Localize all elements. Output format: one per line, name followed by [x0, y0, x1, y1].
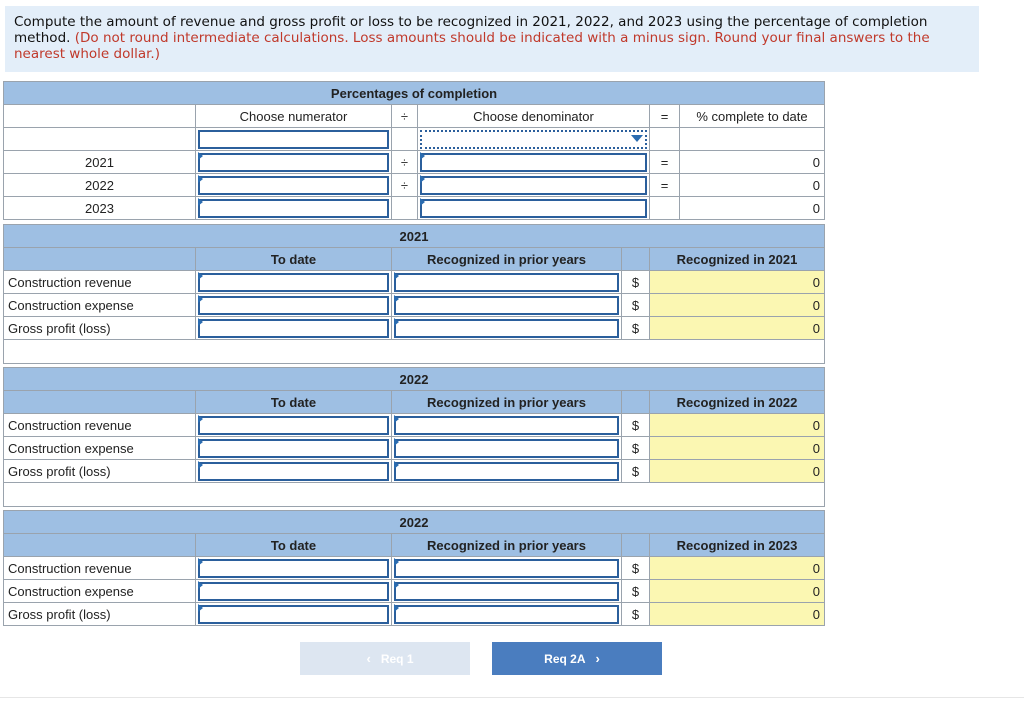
input-marker-icon [394, 438, 399, 446]
input-marker-icon [394, 604, 399, 612]
instructions-text: Compute the amount of revenue and gross profit or loss to be recognized in 2021, 2022, and 2023 using the percentage of completion method. [14, 14, 928, 46]
chevron-down-icon[interactable] [631, 135, 643, 142]
to-date-input[interactable] [196, 437, 392, 460]
spacer-row [4, 340, 825, 364]
to-date-input[interactable] [196, 580, 392, 603]
current-year-value: 0 [650, 271, 825, 294]
pct-result-2022: 0 [680, 174, 825, 197]
current-year-value: 0 [650, 317, 825, 340]
prior-years-input[interactable] [392, 294, 622, 317]
blank-cell [680, 128, 825, 151]
prior-years-input[interactable] [392, 271, 622, 294]
row-label: Construction revenue [4, 414, 196, 437]
currency-sign: $ [622, 557, 650, 580]
input-marker-icon [198, 152, 203, 160]
divide-sign: ÷ [392, 151, 418, 174]
next-req-button[interactable] [492, 642, 662, 675]
numerator-select[interactable] [196, 128, 392, 151]
currency-sign: $ [622, 437, 650, 460]
row-label: Construction expense [4, 580, 196, 603]
result-header: % complete to date [680, 105, 825, 128]
currency-sign: $ [622, 580, 650, 603]
section-year-header: 2021 [4, 225, 825, 248]
prev-req-button[interactable] [300, 642, 470, 675]
row-label: Gross profit (loss) [4, 317, 196, 340]
prior-years-input[interactable] [392, 414, 622, 437]
row-label: Gross profit (loss) [4, 603, 196, 626]
currency-sign: $ [622, 603, 650, 626]
footer-divider [0, 697, 1024, 698]
denominator-input-2021[interactable] [418, 151, 650, 174]
prior-years-input[interactable] [392, 557, 622, 580]
denominator-header: Choose denominator [418, 105, 650, 128]
blank-cell [650, 128, 680, 151]
pct-row-year: 2021 [4, 151, 196, 174]
current-year-value: 0 [650, 603, 825, 626]
input-marker-icon [420, 175, 425, 183]
blank-cell [4, 534, 196, 557]
currency-sign: $ [622, 317, 650, 340]
col-prior-years: Recognized in prior years [392, 248, 622, 271]
blank-cell [622, 534, 650, 557]
input-marker-icon [198, 558, 203, 566]
section-year-header: 2022 [4, 511, 825, 534]
input-marker-icon [198, 175, 203, 183]
blank-cell [622, 248, 650, 271]
col-prior-years: Recognized in prior years [392, 534, 622, 557]
input-marker-icon [394, 461, 399, 469]
blank-cell [4, 105, 196, 128]
current-year-value: 0 [650, 294, 825, 317]
blank-cell [4, 248, 196, 271]
current-year-value: 0 [650, 414, 825, 437]
chevron-right-icon: › [595, 651, 600, 666]
denominator-select[interactable] [418, 128, 650, 151]
pct-row-year: 2022 [4, 174, 196, 197]
equals-sign: = [650, 174, 680, 197]
col-current-year: Recognized in 2023 [650, 534, 825, 557]
row-label: Construction revenue [4, 557, 196, 580]
next-req-label: Req 2A [544, 652, 586, 666]
to-date-input[interactable] [196, 557, 392, 580]
denominator-input-2023[interactable] [418, 197, 650, 220]
current-year-value: 0 [650, 437, 825, 460]
blank-cell [4, 128, 196, 151]
current-year-value: 0 [650, 460, 825, 483]
to-date-input[interactable] [196, 414, 392, 437]
input-marker-icon [198, 318, 203, 326]
equals-header: = [650, 105, 680, 128]
percent-complete-table [3, 81, 825, 220]
currency-sign: $ [622, 460, 650, 483]
currency-sign: $ [622, 294, 650, 317]
blank-cell [622, 391, 650, 414]
section-year-header: 2022 [4, 368, 825, 391]
input-marker-icon [394, 581, 399, 589]
col-prior-years: Recognized in prior years [392, 391, 622, 414]
chevron-left-icon: ‹ [366, 651, 371, 666]
input-marker-icon [198, 198, 203, 206]
spacer-row [4, 483, 825, 507]
input-marker-icon [420, 198, 425, 206]
input-marker-icon [198, 604, 203, 612]
row-label: Construction expense [4, 294, 196, 317]
equals-sign: = [650, 151, 680, 174]
to-date-input[interactable] [196, 317, 392, 340]
blank-cell [392, 128, 418, 151]
percent-table-title: Percentages of completion [4, 82, 825, 105]
input-marker-icon [198, 415, 203, 423]
input-marker-icon [394, 272, 399, 280]
input-marker-icon [394, 295, 399, 303]
equals-sign [650, 197, 680, 220]
currency-sign: $ [622, 414, 650, 437]
input-marker-icon [420, 152, 425, 160]
prior-years-input[interactable] [392, 603, 622, 626]
numerator-input-2022[interactable] [196, 174, 392, 197]
recognition-table-3 [3, 510, 825, 626]
pct-result-2021: 0 [680, 151, 825, 174]
prev-req-label: Req 1 [380, 652, 414, 666]
instructions-note: (Do not round intermediate calculations. Loss amounts should be indicated with a minus sign. Round your final answers to the nearest whole dollar.) [14, 30, 930, 62]
numerator-input-2021[interactable] [196, 151, 392, 174]
recognition-table-2 [3, 367, 825, 507]
input-marker-icon [394, 318, 399, 326]
prior-years-input[interactable] [392, 317, 622, 340]
col-to-date: To date [196, 391, 392, 414]
row-label: Construction expense [4, 437, 196, 460]
col-to-date: To date [196, 248, 392, 271]
input-marker-icon [198, 461, 203, 469]
recognition-table-1 [3, 224, 825, 364]
numerator-input-2023[interactable] [196, 197, 392, 220]
denominator-input-2022[interactable] [418, 174, 650, 197]
divide-sign [392, 197, 418, 220]
blank-cell [4, 391, 196, 414]
divide-sign: ÷ [392, 174, 418, 197]
divide-header: ÷ [392, 105, 418, 128]
current-year-value: 0 [650, 580, 825, 603]
instructions-panel [5, 6, 979, 72]
input-marker-icon [198, 581, 203, 589]
input-marker-icon [394, 558, 399, 566]
to-date-input[interactable] [196, 271, 392, 294]
prior-years-input[interactable] [392, 580, 622, 603]
current-year-value: 0 [650, 557, 825, 580]
row-label: Construction revenue [4, 271, 196, 294]
pct-result-2023: 0 [680, 197, 825, 220]
row-label: Gross profit (loss) [4, 460, 196, 483]
input-marker-icon [198, 295, 203, 303]
input-marker-icon [198, 438, 203, 446]
col-current-year: Recognized in 2021 [650, 248, 825, 271]
input-marker-icon [394, 415, 399, 423]
col-to-date: To date [196, 534, 392, 557]
pct-row-year: 2023 [4, 197, 196, 220]
prior-years-input[interactable] [392, 437, 622, 460]
to-date-input[interactable] [196, 294, 392, 317]
to-date-input[interactable] [196, 460, 392, 483]
numerator-header: Choose numerator [196, 105, 392, 128]
to-date-input[interactable] [196, 603, 392, 626]
prior-years-input[interactable] [392, 460, 622, 483]
input-marker-icon [198, 272, 203, 280]
col-current-year: Recognized in 2022 [650, 391, 825, 414]
currency-sign: $ [622, 271, 650, 294]
